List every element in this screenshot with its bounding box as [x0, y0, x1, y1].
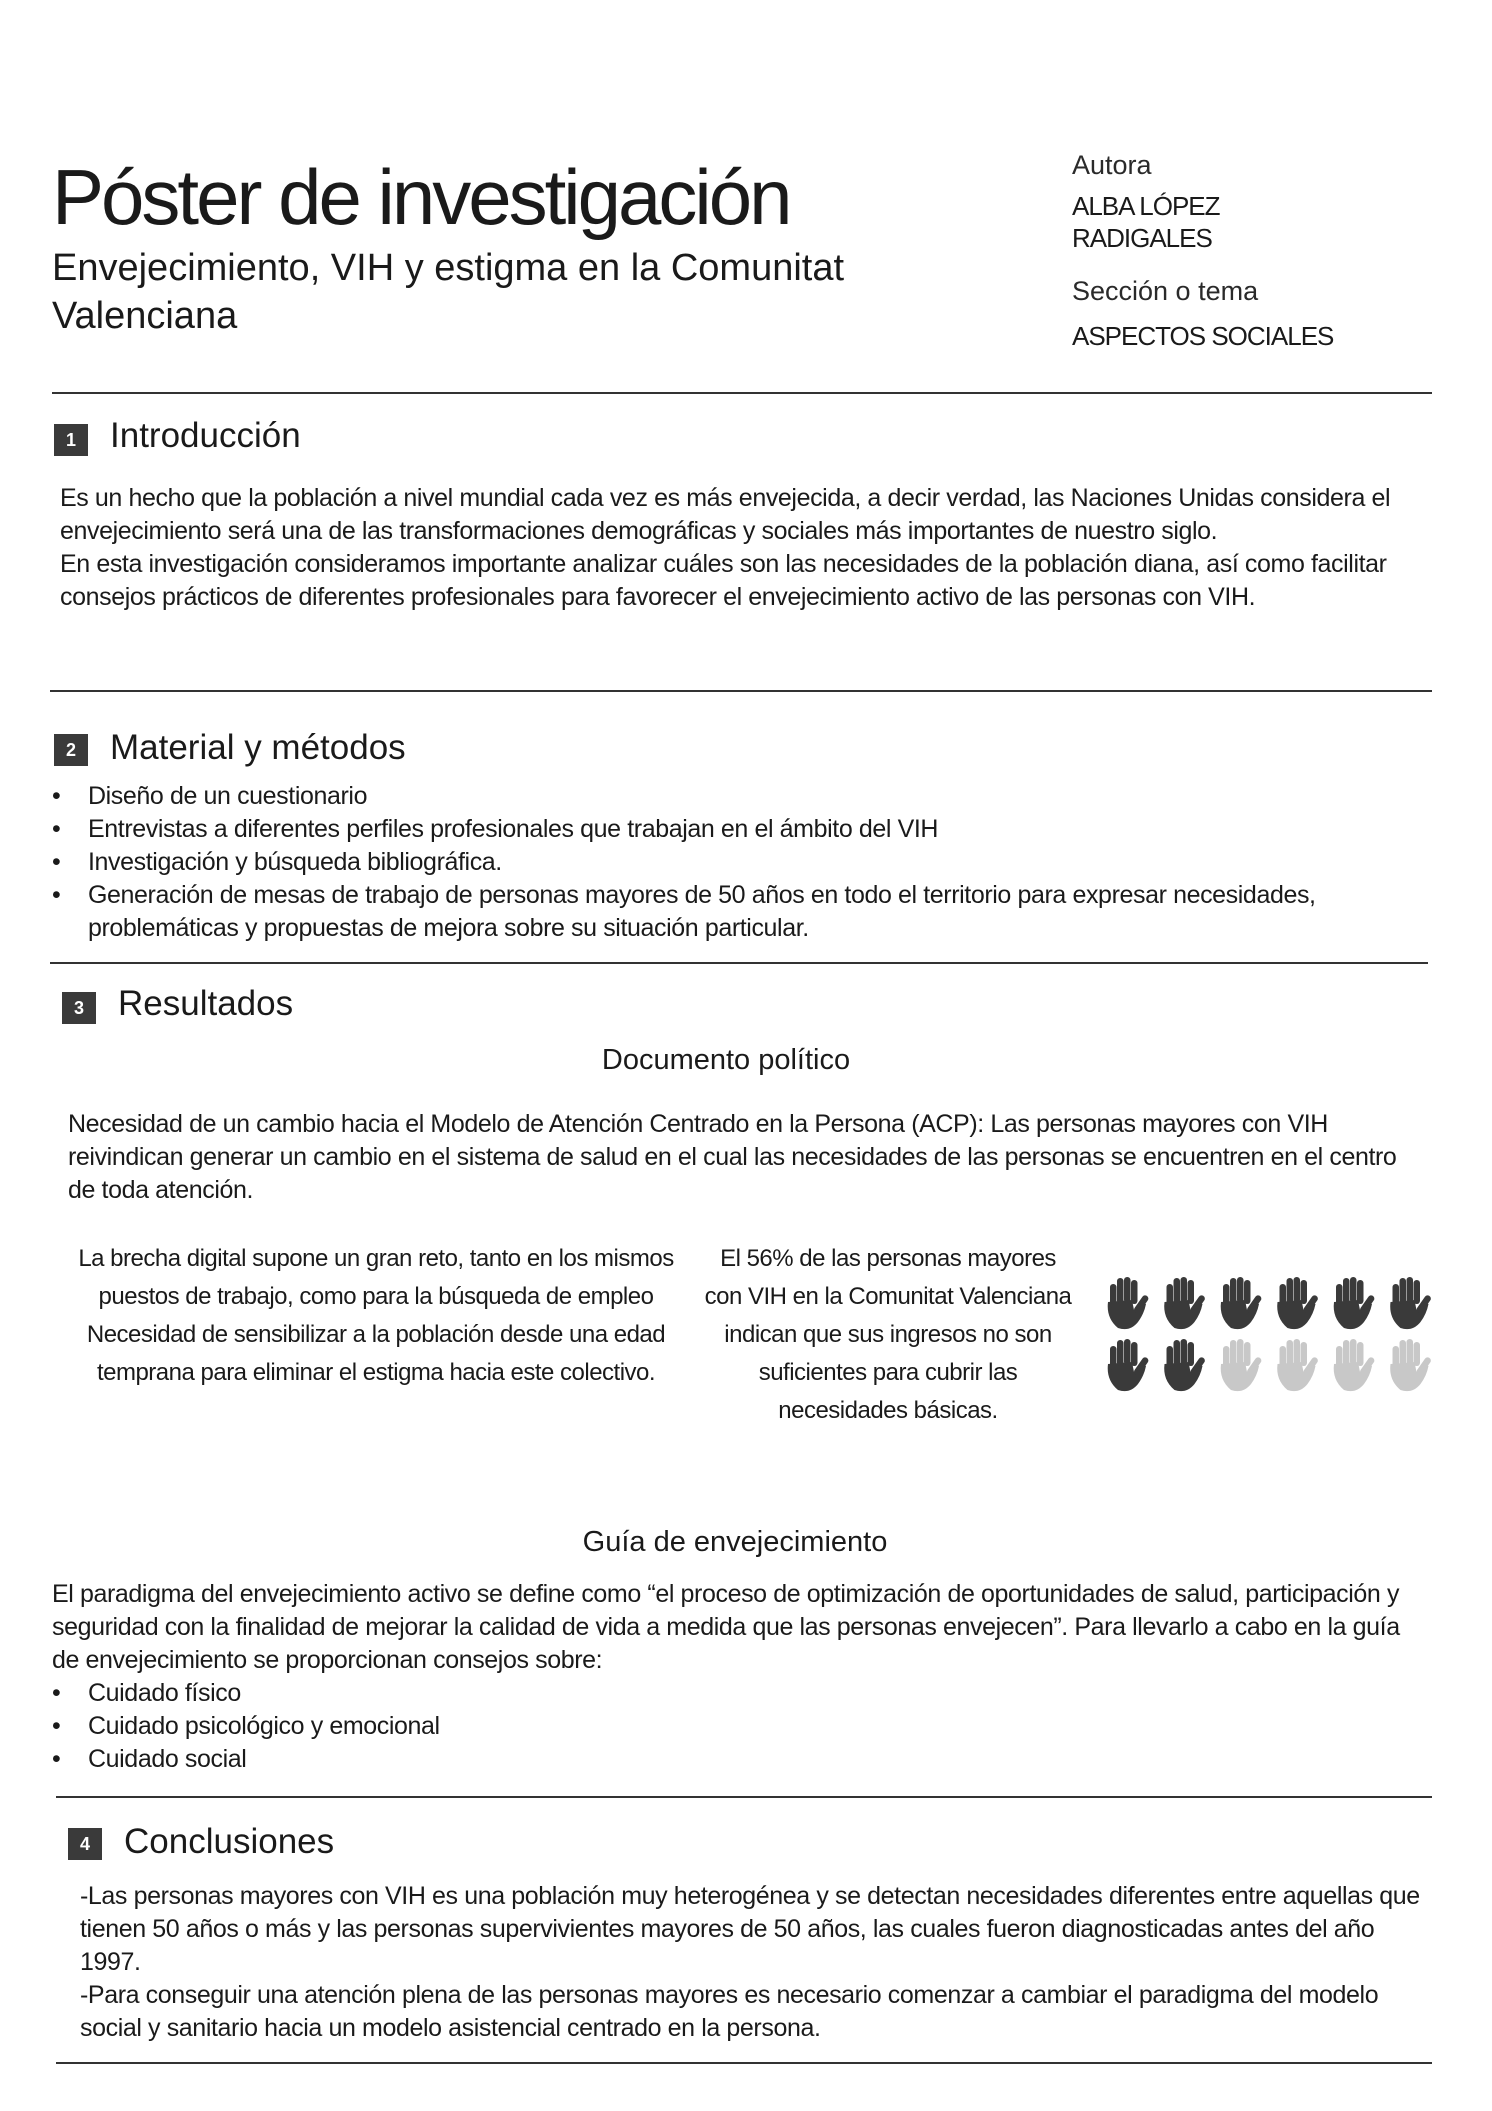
hand-icon-filled: [1108, 1339, 1150, 1391]
divider: [50, 690, 1432, 692]
hand-icon-filled: [1390, 1277, 1432, 1329]
list-item: • Investigación y búsqueda bibliográfica.: [52, 846, 1422, 879]
hand-icon-empty: [1334, 1339, 1376, 1391]
results-column-2: El 56% de las personas mayores con VIH en la Comunitat Valenciana indican que sus ingresos no son suficientes para cubrir las necesidades básicas.: [704, 1245, 1072, 1424]
author-name-line1: ALBA LÓPEZ: [1072, 191, 1220, 221]
intro-paragraph-2: En esta investigación consideramos importante analizar cuáles son las necesidades de la población diana, así como facilitar consejos prácticos de diferentes profesionales para favorecer el envejecimiento activo de las personas con VIH.: [60, 550, 1387, 611]
methods-list: [52, 780, 1422, 945]
conclusions-paragraph-1: -Las personas mayores con VIH es una población muy heterogénea y se detectan necesidades diferentes entre aquellas que tienen 50 años o más y las personas supervivientes mayores de 50 años, las cuales fueron diagnosticadas antes del año 1997.: [80, 1882, 1420, 1976]
author-label: Autora: [1072, 150, 1152, 180]
divider: [56, 2062, 1432, 2064]
divider: [50, 962, 1428, 964]
results-column-1: [66, 1240, 686, 1392]
divider: [56, 1796, 1432, 1798]
doc-heading: Documento político: [601, 1044, 851, 1076]
guide-list: [52, 1677, 1432, 1776]
conclusions-text: [80, 1880, 1420, 2045]
hand-icon-filled: [1277, 1277, 1319, 1329]
list-item: • Cuidado físico: [52, 1677, 1432, 1710]
sensitize-text: Necesidad de sensibilizar a la población desde una edad temprana para eliminar el estigma hacia este colectivo.: [86, 1321, 666, 1386]
hand-icon-filled: [1164, 1339, 1206, 1391]
hand-icon-empty: [1221, 1339, 1263, 1391]
guide-text: [52, 1578, 1432, 1776]
intro-paragraph-1: Es un hecho que la población a nivel mundial cada vez es más envejecida, a decir verdad, las Naciones Unidas considera el envejecimiento será una de las transformaciones demográficas y sociales más importantes de nuestro siglo.: [60, 484, 1391, 545]
digital-gap-text: La brecha digital supone un gran reto, tanto en los mismos puestos de trabajo, como para la búsqueda de empleo: [78, 1245, 674, 1310]
section-title-methods: Material y métodos: [110, 728, 406, 767]
list-item: • Generación de mesas de trabajo de personas mayores de 50 años en todo el territorio para expresar necesidades, problemáticas y propuestas de mejora sobre su situación particular.: [52, 879, 1422, 945]
hand-icon-empty: [1390, 1339, 1432, 1391]
section-title-results: Resultados: [118, 984, 294, 1023]
list-item: • Diseño de un cuestionario: [52, 780, 1422, 813]
hand-icon-filled: [1108, 1277, 1150, 1329]
section-title-intro: Introducción: [110, 416, 301, 455]
hand-icon-filled: [1334, 1277, 1376, 1329]
section-number-1: 1: [54, 424, 88, 456]
author-name-line2: RADIGALES: [1072, 223, 1212, 253]
list-item: • Entrevistas a diferentes perfiles profesionales que trabajan en el ámbito del VIH: [52, 813, 1422, 846]
poster-subtitle: Envejecimiento, VIH y estigma en la Comunitat Valenciana: [52, 247, 845, 337]
section-number-2: 2: [54, 734, 88, 766]
methods-list-container: [52, 780, 1422, 945]
section-number-4: 4: [68, 1828, 102, 1860]
list-item: • Cuidado psicológico y emocional: [52, 1710, 1432, 1743]
section-title-conclusions: Conclusiones: [124, 1822, 335, 1861]
hand-icon-empty: [1277, 1339, 1319, 1391]
conclusions-paragraph-2: -Para conseguir una atención plena de las personas mayores es necesario comenzar a cambiar el paradigma del modelo social y sanitario hacia un modelo asistencial centrado en la persona.: [80, 1981, 1379, 2042]
section-value: ASPECTOS SOCIALES: [1072, 321, 1334, 351]
doc-paragraph: Necesidad de un cambio hacia el Modelo de Atención Centrado en la Persona (ACP): Las personas mayores con VIH reivindican generar un cambio en el sistema de salud en el cual las necesidades de las personas se encuentren en el centro de toda atención.: [68, 1110, 1397, 1204]
list-item: • Cuidado social: [52, 1743, 1432, 1776]
guide-paragraph: El paradigma del envejecimiento activo se define como “el proceso de optimización de oportunidades de salud, participación y seguridad con la finalidad de mejorar la calidad de vida a medida que las personas envejecen”. Para llevarlo a cabo en la guía de envejecimiento se proporcionan consejos sobre:: [52, 1580, 1400, 1674]
section-label: Sección o tema: [1072, 276, 1259, 306]
guide-heading: Guía de envejecimiento: [582, 1526, 888, 1558]
hand-icon-filled: [1221, 1277, 1263, 1329]
poster-title: Póster de investigación: [52, 153, 790, 241]
section-number-3: 3: [62, 992, 96, 1024]
divider: [52, 392, 1432, 394]
hands-pictogram: [1094, 1272, 1434, 1402]
hand-icon-filled: [1164, 1277, 1206, 1329]
intro-text: [60, 482, 1400, 614]
